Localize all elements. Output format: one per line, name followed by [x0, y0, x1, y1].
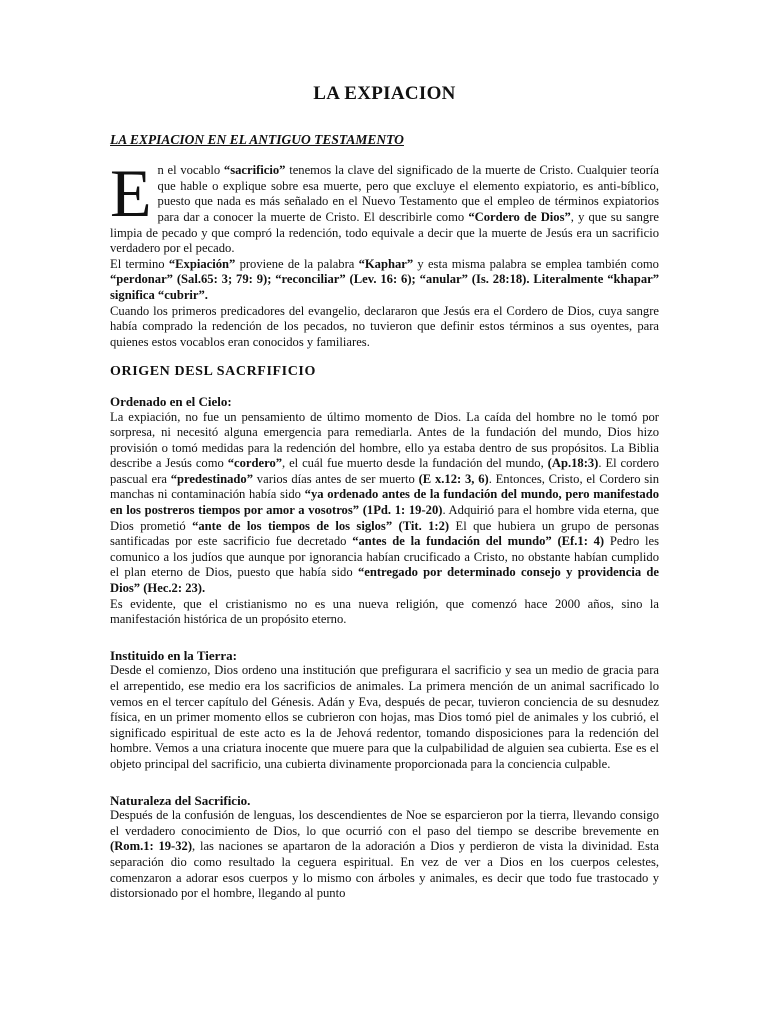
- subheading-instituido-tierra: Instituido en la Tierra:: [110, 647, 238, 663]
- text-run: y esta misma palabra se emplea también como: [413, 256, 659, 271]
- bold-text: (E x.12: 3, 6): [418, 471, 489, 486]
- text-run: varios días antes de ser muerto: [253, 471, 419, 486]
- text-run: , y que su sangre limpia de pecado y que compró la redención, todo equivale a decir que la muerte de Jesús era un sacrificio verdadero por el pecado.: [110, 209, 659, 256]
- text-run: tenemos la clave del significado de la muerte de Cristo. Cualquier teoría que hable o explique sobre esa muerte, pero que excluye el elemento expiatorio, es anti-bíblico, puesto que nada es más señalado en el Nuevo Testamento que el empleo de términos expiatorios para dar a conocer la muerte de Cristo. El describirle como: [157, 163, 660, 224]
- text-run: proviene de la palabra: [235, 256, 359, 271]
- paragraph-predicadores: [110, 304, 659, 351]
- bold-text: “Kaphar”: [358, 256, 414, 271]
- drop-cap-letter: E: [110, 155, 152, 232]
- paragraph-instituido-tierra: [110, 663, 659, 772]
- paragraph-ordenado-cielo: [110, 410, 659, 597]
- text-run: . Adquirió para el hombre vida eterna, que Dios prometió: [110, 503, 659, 533]
- bold-text: “sacrificio”: [223, 163, 286, 178]
- text-run: Es evidente, que el cristianismo no es una nueva religión, que comenzó hace 2000 años, sino la manifestación histórica de un propósito eterno.: [110, 596, 659, 627]
- text-run: Cuando los primeros predicadores del evangelio, declararon que Jesús era el Cordero de Dios, cuya sangre había comprado la redención de los pecados, no tuvieron que definir estos términos a sus oyentes, para quienes estos vocablos eran conocidos y familiares.: [110, 303, 659, 349]
- text-run: El que hubiera un grupo de personas santificadas por este sacrificio fue decretado: [110, 518, 660, 549]
- bold-text: “antes de la fundación del mundo” (Ef.1: 4): [352, 534, 605, 549]
- paragraph-sacrificio: [110, 155, 660, 257]
- text-run: Pedro les comunico a los judíos que aunque por ignorancia habían crucificado a Cristo, no obstante habían cumplido el plan eterno de Dios, puesto que había sido: [110, 534, 660, 580]
- section-heading-antiguo-testamento: LA EXPIACION EN EL ANTIGUO TESTAMENTO: [110, 131, 404, 147]
- paragraph-cristianismo: [110, 597, 659, 628]
- text-run: Después de la confusión de lenguas, los descendientes de Noe se esparcieron por la tierra, llevando consigo el verdadero conocimiento de Dios, lo que ocurrió con el paso del tiempo se describe brevemente en: [110, 808, 659, 838]
- text-run: Desde el comienzo, Dios ordeno una institución que prefigurara el sacrificio y sea un medio de gracia para el arrepentido, ese medio era los sacrificios de animales. La primera mención de un animal sacrificado lo vemos en el tercer capítulo del Génesis. Adán y Eva, después de pecar, tuvieron conciencia de su desnudez física, en un primer momento ellos se cubrieron con hojas, mas Dios tomó piel de animales y los cubrió, el significado espiritual de este acto es la de Jehová redentor, tomando disposiciones para la redención del hombre. Vemos a una criatura inocente que muere para que la culpabilidad de alguien sea cubierta. Ese es el objeto principal del sacrificio, una cubierta divinamente proporcionada para la conciencia culpable.: [110, 663, 659, 771]
- document-title: LA EXPIACION: [313, 83, 456, 104]
- bold-text: “entregado por determinado consejo y providencia de Dios” (Hec.2: 23).: [110, 565, 660, 596]
- bold-text: “predestinado”: [170, 471, 254, 486]
- document-body: [110, 83, 660, 902]
- text-run: El termino: [110, 256, 169, 271]
- text-run: , el cuál fue muerto desde la fundación del mundo,: [282, 456, 548, 471]
- subheading-naturaleza-sacrificio: Naturaleza del Sacrificio.: [110, 792, 251, 808]
- paragraph-naturaleza-sacrificio: [110, 808, 659, 902]
- text-run: . Entonces, Cristo, el Cordero sin manchas ni contaminación había sido: [110, 471, 659, 502]
- bold-text: “perdonar” (Sal.65: 3; 79: 9); “reconciliar” (Lev. 16: 6); “anular” (Is. 28:18). Literalmente “khapar” significa “cubrir”.: [110, 272, 659, 302]
- text-run: La expiación, no fue un pensamiento de último momento de Dios. La caída del hombre no le tomó por sorpresa, ni necesitó alguna emergencia para remediarla. Antes de la fundación del mundo, Dios hizo provisión o tomó medidas para la redención del hombre, ello ya estaba dentro de sus propósitos. La Biblia describe a Jesús como: [110, 409, 659, 471]
- bold-text: “Cordero de Dios”: [468, 209, 571, 224]
- text-run: , las naciones se apartaron de la adoración a Dios y perdieron de vista la divinidad. Esta separación dio como resultado la ceguera espiritual. En vez de ver a Dios en los cuerpos celestes, comenzaron a adorar esos cuerpos y lo mismo con árboles y animales, es decir que todo fue trastocado y distorsionado por el hombre, llegando al punto: [110, 839, 659, 901]
- bold-text: (Rom.1: 19-32): [110, 839, 193, 854]
- bold-text: “Expiación”: [168, 256, 236, 271]
- text-run: . El cordero pascual era: [110, 456, 659, 486]
- section-heading-origen: ORIGEN DESL SACRFIFICIO: [110, 364, 316, 380]
- paragraph-expiacion-termino: [110, 257, 659, 304]
- bold-text: (Ap.18:3): [547, 456, 599, 471]
- subheading-ordenado-cielo: Ordenado en el Cielo:: [110, 393, 232, 409]
- bold-text: “ante de los tiempos de los siglos” (Tit. 1:2): [192, 518, 450, 533]
- text-run: n el vocablo: [157, 163, 224, 178]
- bold-text: “ya ordenado antes de la fundación del mundo, pero manifestado en los postreros tiempos por amor a vosotros” (1Pd. 1: 19-20): [110, 487, 660, 518]
- bold-text: “cordero”: [227, 456, 283, 471]
